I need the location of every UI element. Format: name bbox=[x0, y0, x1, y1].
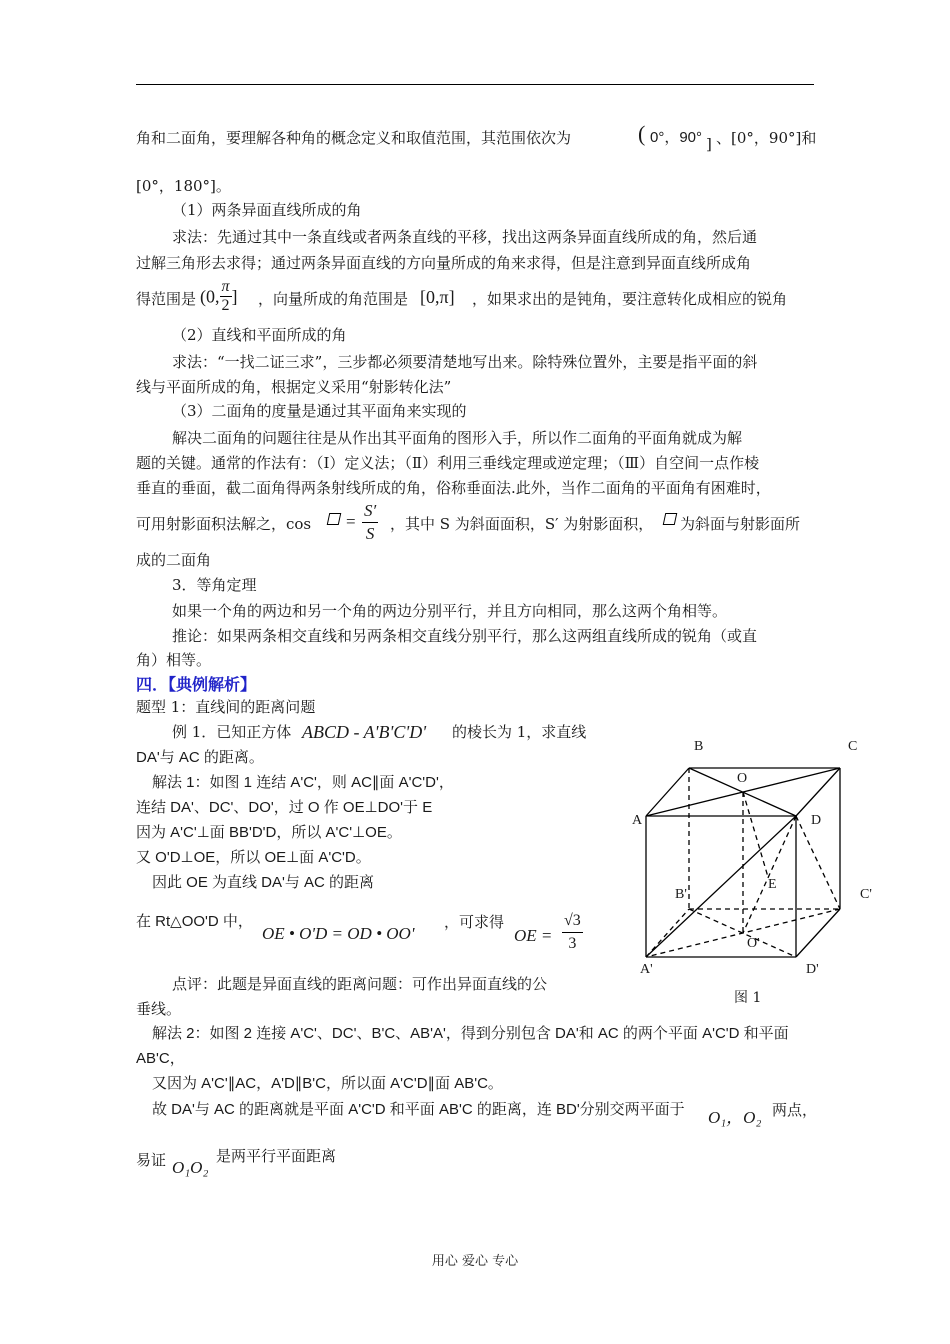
s-ratio bbox=[362, 500, 378, 545]
paragraph-line: 成的二面角 bbox=[136, 551, 212, 569]
text: 得范围是 bbox=[136, 290, 197, 308]
paragraph-line bbox=[136, 289, 196, 309]
paragraph-line: ，其中 S 为斜面面积，S′ 为射影面积， bbox=[390, 515, 654, 533]
theta-placeholder-icon bbox=[663, 513, 678, 525]
diag-C'A' bbox=[646, 909, 840, 957]
text: 角和二面角，要理解各种角的概念定义和取值范围，其范围依次为 bbox=[136, 129, 572, 147]
section-heading: 四．【典例解析】 bbox=[136, 675, 257, 694]
header-rule bbox=[136, 84, 814, 85]
s-ratio-fraction bbox=[362, 500, 378, 545]
paragraph-line: 解决二面角的问题往往是从作出其平面角的图形入手，所以作二面角的平面角就成为解 bbox=[172, 429, 743, 447]
solution-line: 因此 OE 为直线 DA'与 AC 的距离 bbox=[152, 874, 375, 891]
paragraph-line: 过解三角形去求得；通过两条异面直线的方向量所成的角来求得，但是注意到异面直线所成角 bbox=[136, 254, 752, 272]
paragraph-line bbox=[136, 128, 571, 148]
paragraph-line: ，向量所成的角范围是 bbox=[258, 290, 409, 308]
equals-sign: = bbox=[346, 512, 356, 531]
topic-heading: 题型 1：直线间的距离问题 bbox=[136, 698, 316, 716]
example-line: 的棱长为 1，求直线 bbox=[452, 723, 587, 741]
cube-name: ABCD - A'B'C'D' bbox=[302, 722, 427, 742]
solution-line: 在 Rt△OO'D 中， bbox=[136, 913, 253, 930]
subheading-3: （3）二面角的度量是通过其平面角来实现的 bbox=[172, 402, 467, 420]
figure-caption: 图 1 bbox=[734, 990, 762, 1006]
solution-line: 两点， bbox=[772, 1101, 818, 1119]
theorem-heading: 3．等角定理 bbox=[172, 576, 257, 594]
frac bbox=[562, 910, 583, 955]
paragraph-line: 线与平面所成的角，根据定义采用“射影转化法” bbox=[136, 378, 452, 396]
segment-o1o2: O₁O₂ bbox=[172, 1158, 209, 1177]
segment-OE bbox=[743, 792, 768, 877]
close-bracket: ] bbox=[231, 286, 238, 307]
solution-line: 解法 1：如图 1 连结 A'C'，则 AC∥面 A'C'D'， bbox=[152, 774, 454, 791]
solution-line: 是两平行平面距离 bbox=[216, 1147, 337, 1165]
diag-B'D' bbox=[689, 909, 796, 957]
review-line: 点评：此题是异面直线的距离问题：可作出异面直线的公 bbox=[172, 975, 548, 993]
solution-line: 故 DA'与 AC 的距离就是平面 A'C'D 和平面 AB'C 的距离，连 BD'分别交两平面于 bbox=[152, 1101, 685, 1118]
page-footer: 用心 爱心 专心 bbox=[431, 1254, 519, 1269]
edge-A'B' bbox=[646, 909, 689, 957]
frac-num: √3 bbox=[562, 910, 583, 933]
solution-line: AB'C， bbox=[136, 1050, 185, 1067]
range-open-text: (0, bbox=[200, 286, 220, 307]
solution-line: 连结 DA'、DC'、DO'，过 O 作 OE⊥DO'于 E bbox=[136, 799, 433, 816]
close-bracket: ] bbox=[706, 135, 712, 153]
solution-line: 又因为 A'C'∥AC，A'D∥B'C，所以面 A'C'D∥面 AB'C。 bbox=[152, 1075, 503, 1092]
paragraph-line: 求法：“一找二证三求”，三步都必须要清楚地写出来。除特殊位置外，主要是指平面的斜 bbox=[172, 353, 758, 371]
paragraph-line: 求法：先通过其中一条直线或者两条直线的平移，找出这两条异面直线所成的角，然后通 bbox=[172, 228, 758, 246]
paragraph-line: ，如果求出的是钝角，要注意转化成相应的锐角 bbox=[472, 290, 788, 308]
label-E: E bbox=[768, 877, 777, 892]
sqrt3-over-3 bbox=[562, 910, 583, 955]
range-0-pi: [0,π] bbox=[420, 287, 455, 307]
segment-DC' bbox=[796, 816, 840, 909]
label-D: D bbox=[811, 813, 822, 828]
label-Cprime: C' bbox=[860, 887, 872, 902]
label-O: O bbox=[737, 771, 748, 786]
label-Bprime: B' bbox=[675, 887, 687, 902]
solution-line: 解法 2：如图 2 连接 A'C'、DC'、B'C、AB'A'，得到分别包含 DA'和 AC 的两个平面 A'C'D 和平面 bbox=[152, 1025, 789, 1042]
edge-BA bbox=[646, 768, 689, 816]
label-C: C bbox=[848, 739, 858, 754]
segment-DO' bbox=[743, 816, 796, 933]
label-A: A bbox=[632, 813, 643, 828]
paragraph-line: 为斜面与射影面所 bbox=[680, 515, 801, 533]
pi-over-2 bbox=[220, 278, 232, 315]
equation-1: OE • O'D = OD • OO' bbox=[262, 924, 415, 943]
solution-line: ，可求得 bbox=[444, 913, 505, 931]
paragraph-line: 推论：如果两条相交直线和另两条相交直线分别平行，那么这两组直线所成的锐角（或直 bbox=[172, 627, 758, 645]
frac-den: 2 bbox=[221, 297, 230, 314]
range-fraction bbox=[200, 278, 238, 315]
frac-num: S′ bbox=[362, 500, 378, 523]
label-Oprime: O' bbox=[747, 936, 760, 951]
frac-num: π bbox=[221, 278, 230, 295]
example-line: DA'与 AC 的距离。 bbox=[136, 749, 264, 766]
theta-placeholder-icon bbox=[327, 513, 342, 525]
paragraph-line: 垂直的垂面，截二面角得两条射线所成的角，俗称垂面法.此外，当作二面角的平面角有困难时， bbox=[136, 479, 771, 497]
frac-den: 3 bbox=[568, 935, 577, 952]
paragraph-line: 可用射影面积法解之，cos bbox=[136, 515, 312, 533]
range-text: 、[0°，90°]和 bbox=[716, 129, 817, 147]
review-line: 垂线。 bbox=[136, 1000, 182, 1018]
subheading-1: （1）两条异面直线所成的角 bbox=[172, 201, 362, 219]
equation-2: OE = bbox=[514, 926, 553, 945]
frac-den: S bbox=[365, 524, 375, 543]
open-paren: ( bbox=[638, 121, 646, 146]
range-line: [0°，180°]。 bbox=[136, 177, 231, 195]
label-B: B bbox=[694, 739, 704, 754]
paragraph-line: 题的关键。通常的作法有：（Ⅰ）定义法；（Ⅱ）利用三垂线定理或逆定理；（Ⅲ）自空间一点作棱 bbox=[136, 454, 760, 472]
label-Aprime: A' bbox=[640, 962, 653, 977]
example-line: 例 1．已知正方体 bbox=[172, 723, 292, 741]
solution-line: 又 O'D⊥OE，所以 OE⊥面 A'C'D。 bbox=[136, 849, 371, 866]
solution-line: 因为 A'C'⊥面 BB'D'D，所以 A'C'⊥OE。 bbox=[136, 824, 402, 841]
label-Dprime: D' bbox=[806, 962, 819, 977]
subheading-2: （2）直线和平面所成的角 bbox=[172, 326, 347, 344]
paragraph-line: 如果一个角的两边和另一个角的两边分别平行，并且方向相同，那么这两个角相等。 bbox=[172, 602, 728, 620]
edge-D'C' bbox=[796, 909, 840, 957]
points-o1-o2: O₁，O₂ bbox=[708, 1108, 762, 1127]
paragraph-line: 角）相等。 bbox=[136, 651, 212, 669]
edge-CD bbox=[796, 768, 840, 816]
range-open: 0°，90° bbox=[650, 129, 703, 146]
solution-line: 易证 bbox=[136, 1151, 167, 1169]
